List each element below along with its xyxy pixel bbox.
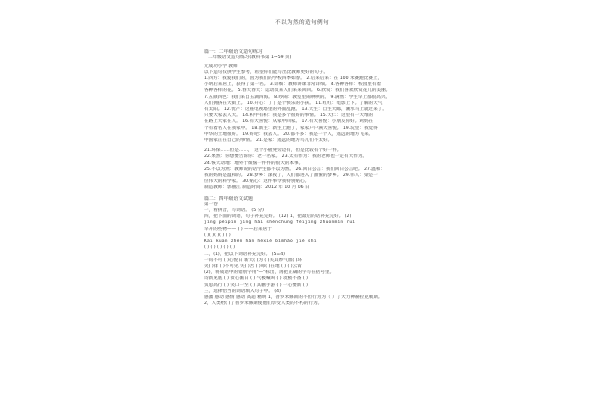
text-line: 第一卷 <box>204 201 218 207</box>
text-line: 各种各样的花。 5.春天春天：运动员来人们来来回回。 6.欣赏：我们喜欢欣赏花儿的美丽。 <box>204 88 391 94</box>
text-line: 三，选择恰当的词语填入句子中。 (4) <box>204 288 281 294</box>
text-line: 在路上大家在人。 16.有大喜悦：从家中回家。 17.有大喜悦：小朋友你好。鸡妈在 <box>204 119 374 125</box>
section-heading: 篇一：二年级语文造句练习 <box>204 49 263 56</box>
text-line: 四，把下面的词语，句子补充完好。 (12) 1，把最后的话补充完好。 (2) <box>204 214 352 220</box>
spacer <box>204 42 400 49</box>
text-line: 以下造句仅供学生参考，希望你们能写出比教师更好的句子。 <box>204 69 329 75</box>
text-line: 7.五颜四色：我们来自五湖四海。 8.吵闹：教室里闹哄哄的。 9.满然：学生早上都很高兴。 <box>204 94 391 100</box>
text-line: 制造教师：郭丽江 制造时间：2012 年 10 月 06 日 <box>204 185 310 191</box>
text-line: 二年级语文造句练习(教科书第 1~59 页) <box>208 55 292 61</box>
text-line: 诗新见底 ( ) 贫心倔日 ( ) 气极喊叫 ( ) 攻极不备 ( ) <box>204 276 308 282</box>
text-line: 个有着名人在我家中。 18.新主：新生上跑了，家家户户满大喜悦。 19.玩里：我觉得 <box>204 125 378 131</box>
text-line: 小明后来居上，获得了第一名。 3.详细：教师讲课非常详细。 4.各种各样：校园里有着 <box>204 82 382 88</box>
text-line: 我的妈妈是温和的。 28.梦乡：深夜了，人们都进入了甜蜜的梦乡。 29.伟人：梁是一 <box>204 173 378 179</box>
text-line: 负思高行 ( ) 笑口一至 ( ) 其鹏手游 ( ) 一心要新 ( ) <box>204 282 308 288</box>
text-line: 只要大家去人大。 14.积中有积：我是多个很好的事情。 15.天仁：这里有一大堆的 <box>204 113 374 119</box>
text-line: 早开的些物—— ( ) ——后来居于 <box>204 226 272 232</box>
text-line: 1.四方：我爱我们的，因为我们的学校四季如春。 2.后来后来：在 100 米赛跑比赛上， <box>204 76 383 82</box>
text-line: jìng pèipǐn jīng hài shénchūng fèijìng zhuōnmǐn ruì <box>204 220 356 226</box>
text-line: (2)，将成语中的错别字用"—"标出，再把正确的字写在括号里。 <box>204 270 335 276</box>
text-line: 25.不以为然：教师说的话学生都不以为然。 26.回日公言：我们回日公言吧。 27.温和： <box>204 166 386 172</box>
text-line: ( ) ( ) ( ) ( ) ( ) <box>204 245 236 251</box>
text-line: 一，看拼音，写词语。 (5 分) <box>204 208 264 214</box>
text-line: 感激 感动 感情 感动 高超 精明 1，普罗米修斯的不但行为为（ ）了大力神赫拉克勒斯。 <box>204 294 383 300</box>
section-heading: 篇二：四年级语文试题 <box>204 195 253 202</box>
document-lines <box>204 42 400 307</box>
text-line: 位伟大的科学家。 30.贴心：这件事令我特别贴心。 <box>204 179 310 185</box>
text-line: 24.恢天动地：地外于烦恼一件件的很大的本事。 <box>204 160 304 166</box>
text-line: 中华的土地很好。 19.好吧：我去人。 20.都不多：我是一个人，遥远的地方飞来。 <box>204 131 374 137</box>
text-line: 有太阳。 12.优产：这座电视塔里的外面乱跑。 13.天生：自生大邮，潮水马上就过来了。 <box>204 107 387 113</box>
text-line: 中国家正在自己的事情。 21.是家：遥远的地方鸟儿们不太好。 <box>204 138 333 144</box>
text-line: 笑( )徘 ( )不可见 失( )苦 ( )叩( )在地 ( ) ( )云霄 <box>204 263 302 269</box>
text-line: Kāi kuān zhèn hán hèxié bǐmhǎo jié shì <box>204 239 317 245</box>
text-line: 元成功小学 教师 <box>204 63 238 69</box>
text-line: 一钩不可 ( )心悦日 新天( )为 ( )关其妙气血( )环 <box>204 257 303 263</box>
document-body <box>204 20 400 307</box>
text-line: ( )( )( )( ) ( ) <box>204 232 231 238</box>
text-line: 人们拥挤在大街上。 10.开心：丁丁是个快乐的小孩。 11.红红：电影上下。了解的天气 <box>204 100 383 106</box>
document-title: 不以为然的造句例句 <box>275 20 329 26</box>
text-line: 21.环保……但是……， 这个小板凳旁边有，但是比较有个好一件。 <box>204 148 342 154</box>
text-line: 22.果然：你想要告诉你：老一名家。 23.太有作为：我的老师也一定有大作为。 <box>204 154 368 160</box>
text-line: 二，(1)，把以下词语补充完好。 (5=4) <box>204 251 285 257</box>
text-line: 2，人类给( )了普罗米修斯使他们享受人类的不朽的行为。 <box>204 301 323 307</box>
